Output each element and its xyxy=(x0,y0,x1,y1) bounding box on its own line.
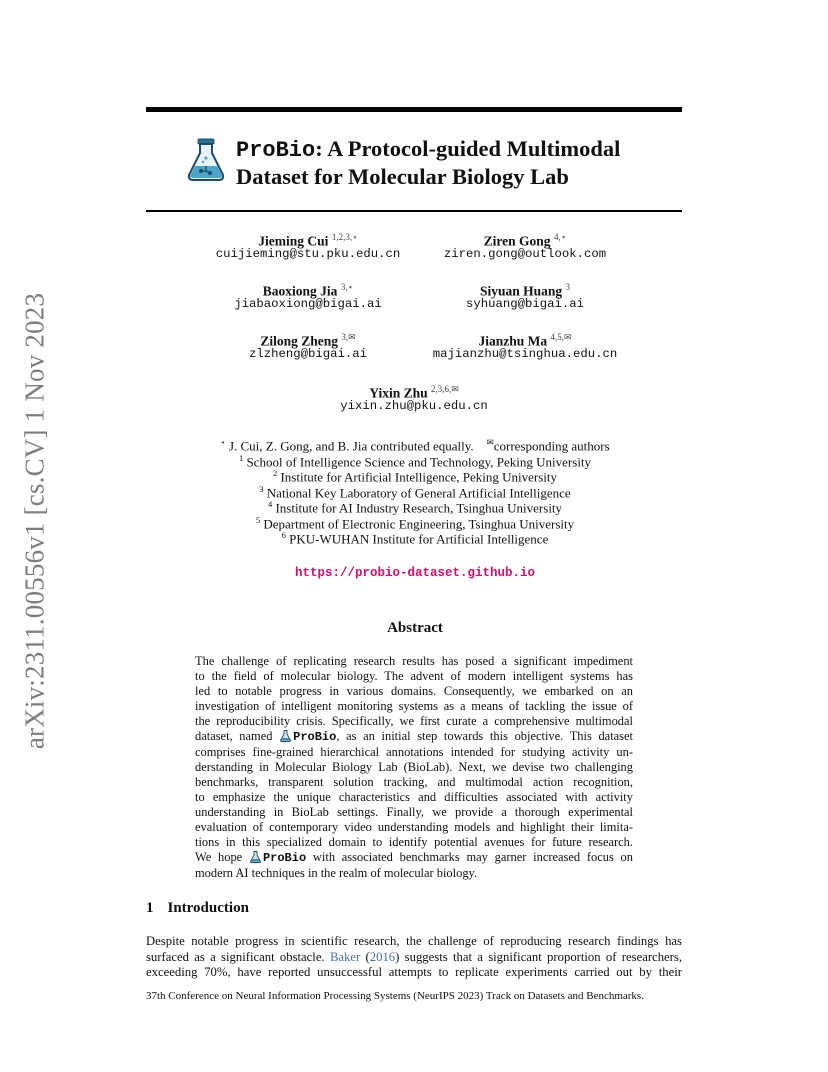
title-brand: ProBio xyxy=(236,138,316,163)
author-sup: 3 xyxy=(565,282,571,292)
affiliation-6 xyxy=(150,528,680,547)
intro-text: suggests that a significant proportion of researchers, xyxy=(404,949,682,964)
author-7 xyxy=(284,381,544,414)
abstract-line: benchmarks, transparent solution tracking, and multimodal action recognition, xyxy=(195,775,633,789)
affiliation-num: 1 xyxy=(238,453,244,463)
abstract-brand: ProBio xyxy=(293,730,337,744)
section-number: 1 xyxy=(146,900,154,916)
intro-text: surfaced as a significant obstacle. xyxy=(146,949,325,964)
author-name: Siyuan Huang xyxy=(479,283,563,299)
abstract-brand: ProBio xyxy=(262,851,307,865)
author-sup: 3,✉ xyxy=(341,332,356,342)
abstract-text: dataset, named xyxy=(195,729,273,743)
abstract-line: to emphasize the unique characteristics and difficulties associated with activity xyxy=(195,790,633,804)
author-name: Zilong Zheng xyxy=(260,333,338,349)
affiliation-num: 4 xyxy=(267,499,273,509)
abstract-line: investigation of intelligent monitoring systems as a means of tackling the issue of xyxy=(195,699,633,713)
author-email: syhuang@bigai.ai xyxy=(465,297,585,311)
paper-title xyxy=(236,136,686,190)
affiliation-num: 2 xyxy=(272,468,278,478)
corresponding-text: corresponding authors xyxy=(493,438,610,454)
title-line2: Dataset for Molecular Biology Lab xyxy=(236,164,569,189)
abstract-text: We hope xyxy=(195,850,243,864)
abstract-body xyxy=(195,654,633,881)
affiliation-num: 3 xyxy=(259,484,264,494)
intro-paragraph xyxy=(146,934,682,981)
top-rule xyxy=(146,107,682,112)
author-name: Ziren Gong xyxy=(483,233,551,249)
abstract-line: The challenge of replicating research results has posed a significant impediment xyxy=(195,654,633,668)
author-email: cuijieming@stu.pku.edu.cn xyxy=(215,247,401,261)
title-line1: : A Protocol-guided Multimodal xyxy=(315,136,621,161)
abstract-line: to the field of molecular biology. The advent of modern intelligent systems has xyxy=(195,669,633,683)
affiliation-text: School of Intelligence Science and Technology, Peking University xyxy=(246,454,592,470)
affiliation-text: PKU-WUHAN Institute for Artificial Intelligence xyxy=(289,531,549,547)
corresponding-mark: ✉ xyxy=(486,437,494,447)
affiliation-text: Institute for Artificial Intelligence, Peking University xyxy=(280,469,558,485)
title-rule xyxy=(146,210,682,212)
abstract-text: with associated benchmarks may garner increased focus on xyxy=(312,850,633,864)
abstract-line: tions in this specialized domain to identify potential avenues for future research. xyxy=(195,835,633,849)
author-email: yixin.zhu@pku.edu.cn xyxy=(340,399,488,413)
equal-contrib-text: J. Cui, Z. Gong, and B. Jia contributed equally. xyxy=(228,438,474,454)
author-name: Baoxiong Jia xyxy=(262,283,338,299)
author-sup: 1,2,3,⋆ xyxy=(331,232,358,242)
citation-link[interactable] xyxy=(330,950,399,964)
arxiv-id: arXiv:2311.00556v1 [cs.CV] 1 Nov 2023 xyxy=(19,292,50,750)
flask-icon xyxy=(186,138,226,182)
citation-year: 2016 xyxy=(369,949,396,964)
abstract-line: evaluation of contemporary video understanding models and highlight their limita- xyxy=(195,820,633,834)
abstract-line-brand xyxy=(195,729,633,745)
venue-footnote: 37th Conference on Neural Information Processing Systems (NeurIPS 2023) Track on Datasets and Benchmarks. xyxy=(146,990,644,1002)
intro-line: Despite notable progress in scientific research, the challenge of reproducing research findings has xyxy=(146,934,682,948)
affiliation-num: 6 xyxy=(281,530,286,540)
author-sup: 4,5,✉ xyxy=(550,332,572,342)
citation-paren: ) xyxy=(395,949,400,964)
abstract-heading: Abstract xyxy=(387,620,443,636)
author-sup: 3,⋆ xyxy=(340,282,354,292)
affiliation-text: National Key Laboratory of General Artificial Intelligence xyxy=(266,485,571,501)
abstract-line: led to notable progress in various domains. Consequently, we embarked on an xyxy=(195,684,633,698)
project-url-link[interactable]: https://probio-dataset.github.io xyxy=(294,566,536,580)
author-email: jiabaoxiong@bigai.ai xyxy=(234,297,382,311)
author-6 xyxy=(395,329,655,362)
author-name: Yixin Zhu xyxy=(369,385,428,401)
abstract-line: modern AI techniques in the realm of molecular biology. xyxy=(195,866,478,880)
author-sup: 4,⋆ xyxy=(553,232,567,242)
affiliation-num: 5 xyxy=(255,515,261,525)
flask-icon xyxy=(280,730,291,742)
author-sup: 2,3,6,✉ xyxy=(430,384,459,394)
citation-paren: ( xyxy=(365,949,370,964)
abstract-line: derstanding in Molecular Biology Lab (BioLab). Next, we devise two challenging xyxy=(195,760,633,774)
affiliation-text: Department of Electronic Engineering, Tsinghua University xyxy=(263,516,575,532)
author-email: majianzhu@tsinghua.edu.cn xyxy=(432,347,618,361)
author-name: Jianzhu Ma xyxy=(478,333,548,349)
abstract-line-brand xyxy=(195,850,633,866)
author-email: ziren.gong@outlook.com xyxy=(443,247,607,261)
section-heading xyxy=(146,900,249,917)
arxiv-stamp xyxy=(12,286,58,756)
intro-line-cite xyxy=(146,950,682,966)
section-title: Introduction xyxy=(167,900,249,916)
author-2 xyxy=(395,229,655,262)
equal-contrib-mark: ⋆ xyxy=(220,437,226,447)
abstract-text: , as an initial step towards this objective. This dataset xyxy=(336,729,633,743)
abstract-line: understanding in BioLab settings. Finally, we provide a thorough experimental xyxy=(195,805,633,819)
author-4 xyxy=(395,279,655,312)
intro-line: exceeding 70%, have reported unsuccessful attempts to replicate experiments carried out by their xyxy=(146,965,682,979)
abstract-line: the reproducibility crisis. Specifically, we first curate a comprehensive multimodal xyxy=(195,714,633,728)
citation-author: Baker xyxy=(329,949,361,964)
flask-icon xyxy=(250,851,261,863)
author-name: Jieming Cui xyxy=(258,233,329,249)
abstract-line: comprises fine-grained hierarchical annotations intended for studying activity un- xyxy=(195,745,633,759)
affiliation-text: Institute for AI Industry Research, Tsinghua University xyxy=(275,500,563,516)
author-email: zlzheng@bigai.ai xyxy=(248,347,368,361)
